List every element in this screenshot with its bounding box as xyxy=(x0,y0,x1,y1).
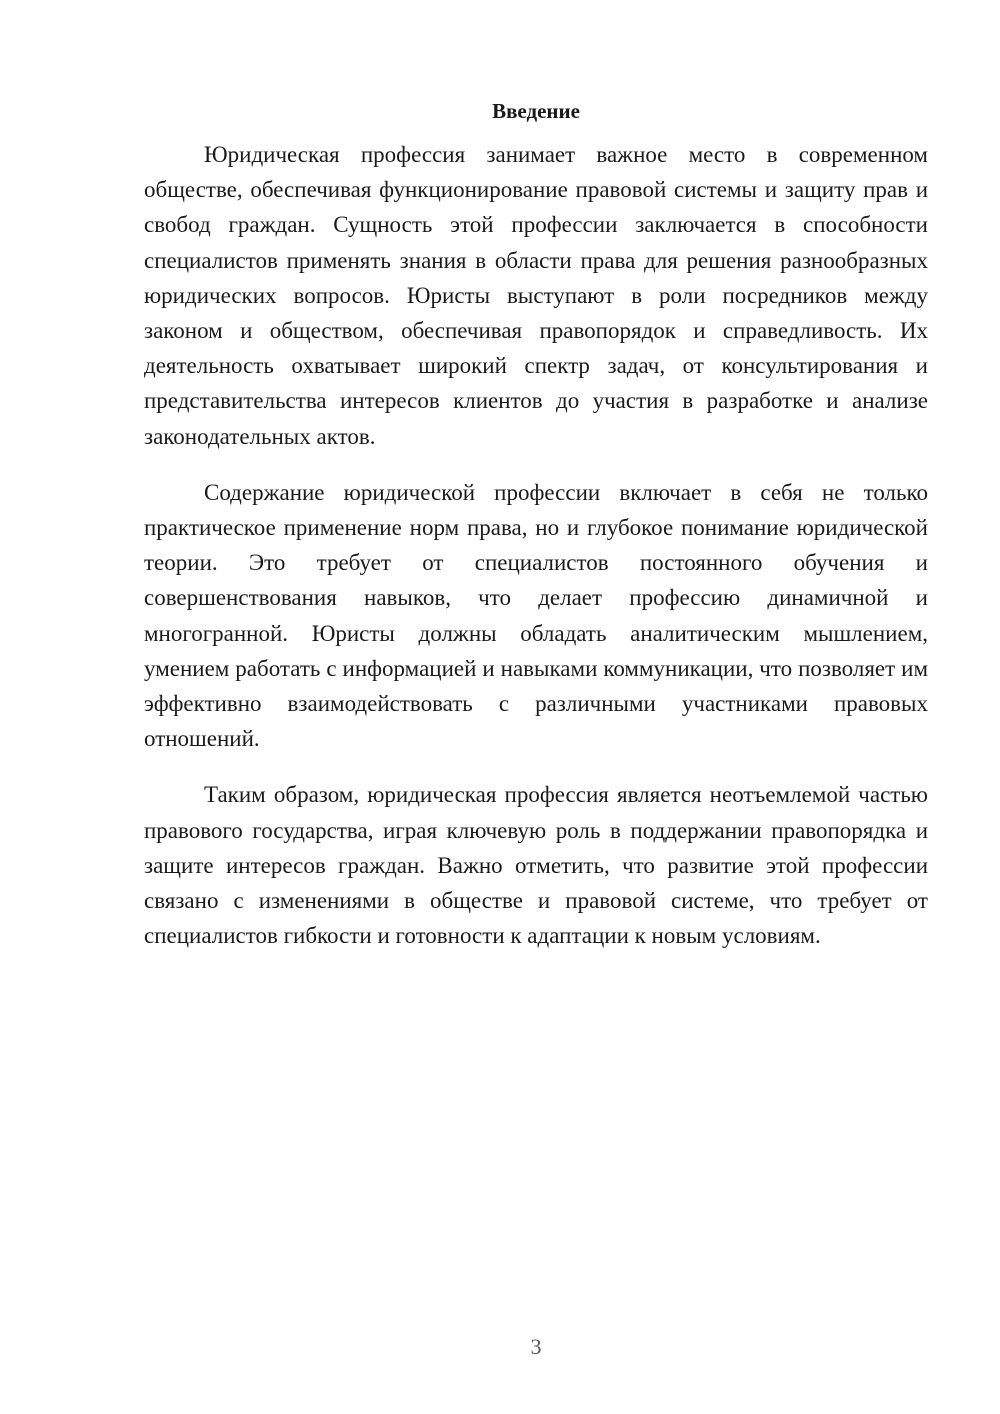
page-number: 3 xyxy=(530,1334,542,1359)
paragraph-2: Содержание юридической профессии включает в себя не только практическое применение норм права, но и глубокое понимание юридической теории. Это требует от специалистов постоянного обучения и совершенствования навыков, что делает профессию динамичной и многогранной. Юристы должны обладать аналитическим мышлением, умением работать с информацией и навыками коммуникации, что позволяет им эффективно взаимодействовать с различными участниками правовых отношений. xyxy=(144,479,928,752)
section-title: Введение xyxy=(492,99,580,123)
paragraph-1: Юридическая профессия занимает важное место в современном обществе, обеспечивая функционирование правовой системы и защиту прав и свобод граждан. Сущность этой профессии заключается в способности специалистов применять знания в области права для решения разнообразных юридических вопросов. Юристы выступают в роли посредников между законом и обществом, обеспечивая правопорядок и справедливость. Их деятельность охватывает широкий спектр задач, от консультирования и представительства интересов клиентов до участия в разработке и анализе законодательных актов. xyxy=(144,142,928,449)
paragraph-3: Таким образом, юридическая профессия является неотъемлемой частью правового государства, играя ключевую роль в поддержании правопорядка и защите интересов граждан. Важно отметить, что развитие этой профессии связано с изменениями в обществе и правовой системе, что требует от специалистов гибкости и готовности к адаптации к новым условиям. xyxy=(144,782,928,949)
page-content xyxy=(144,96,928,953)
